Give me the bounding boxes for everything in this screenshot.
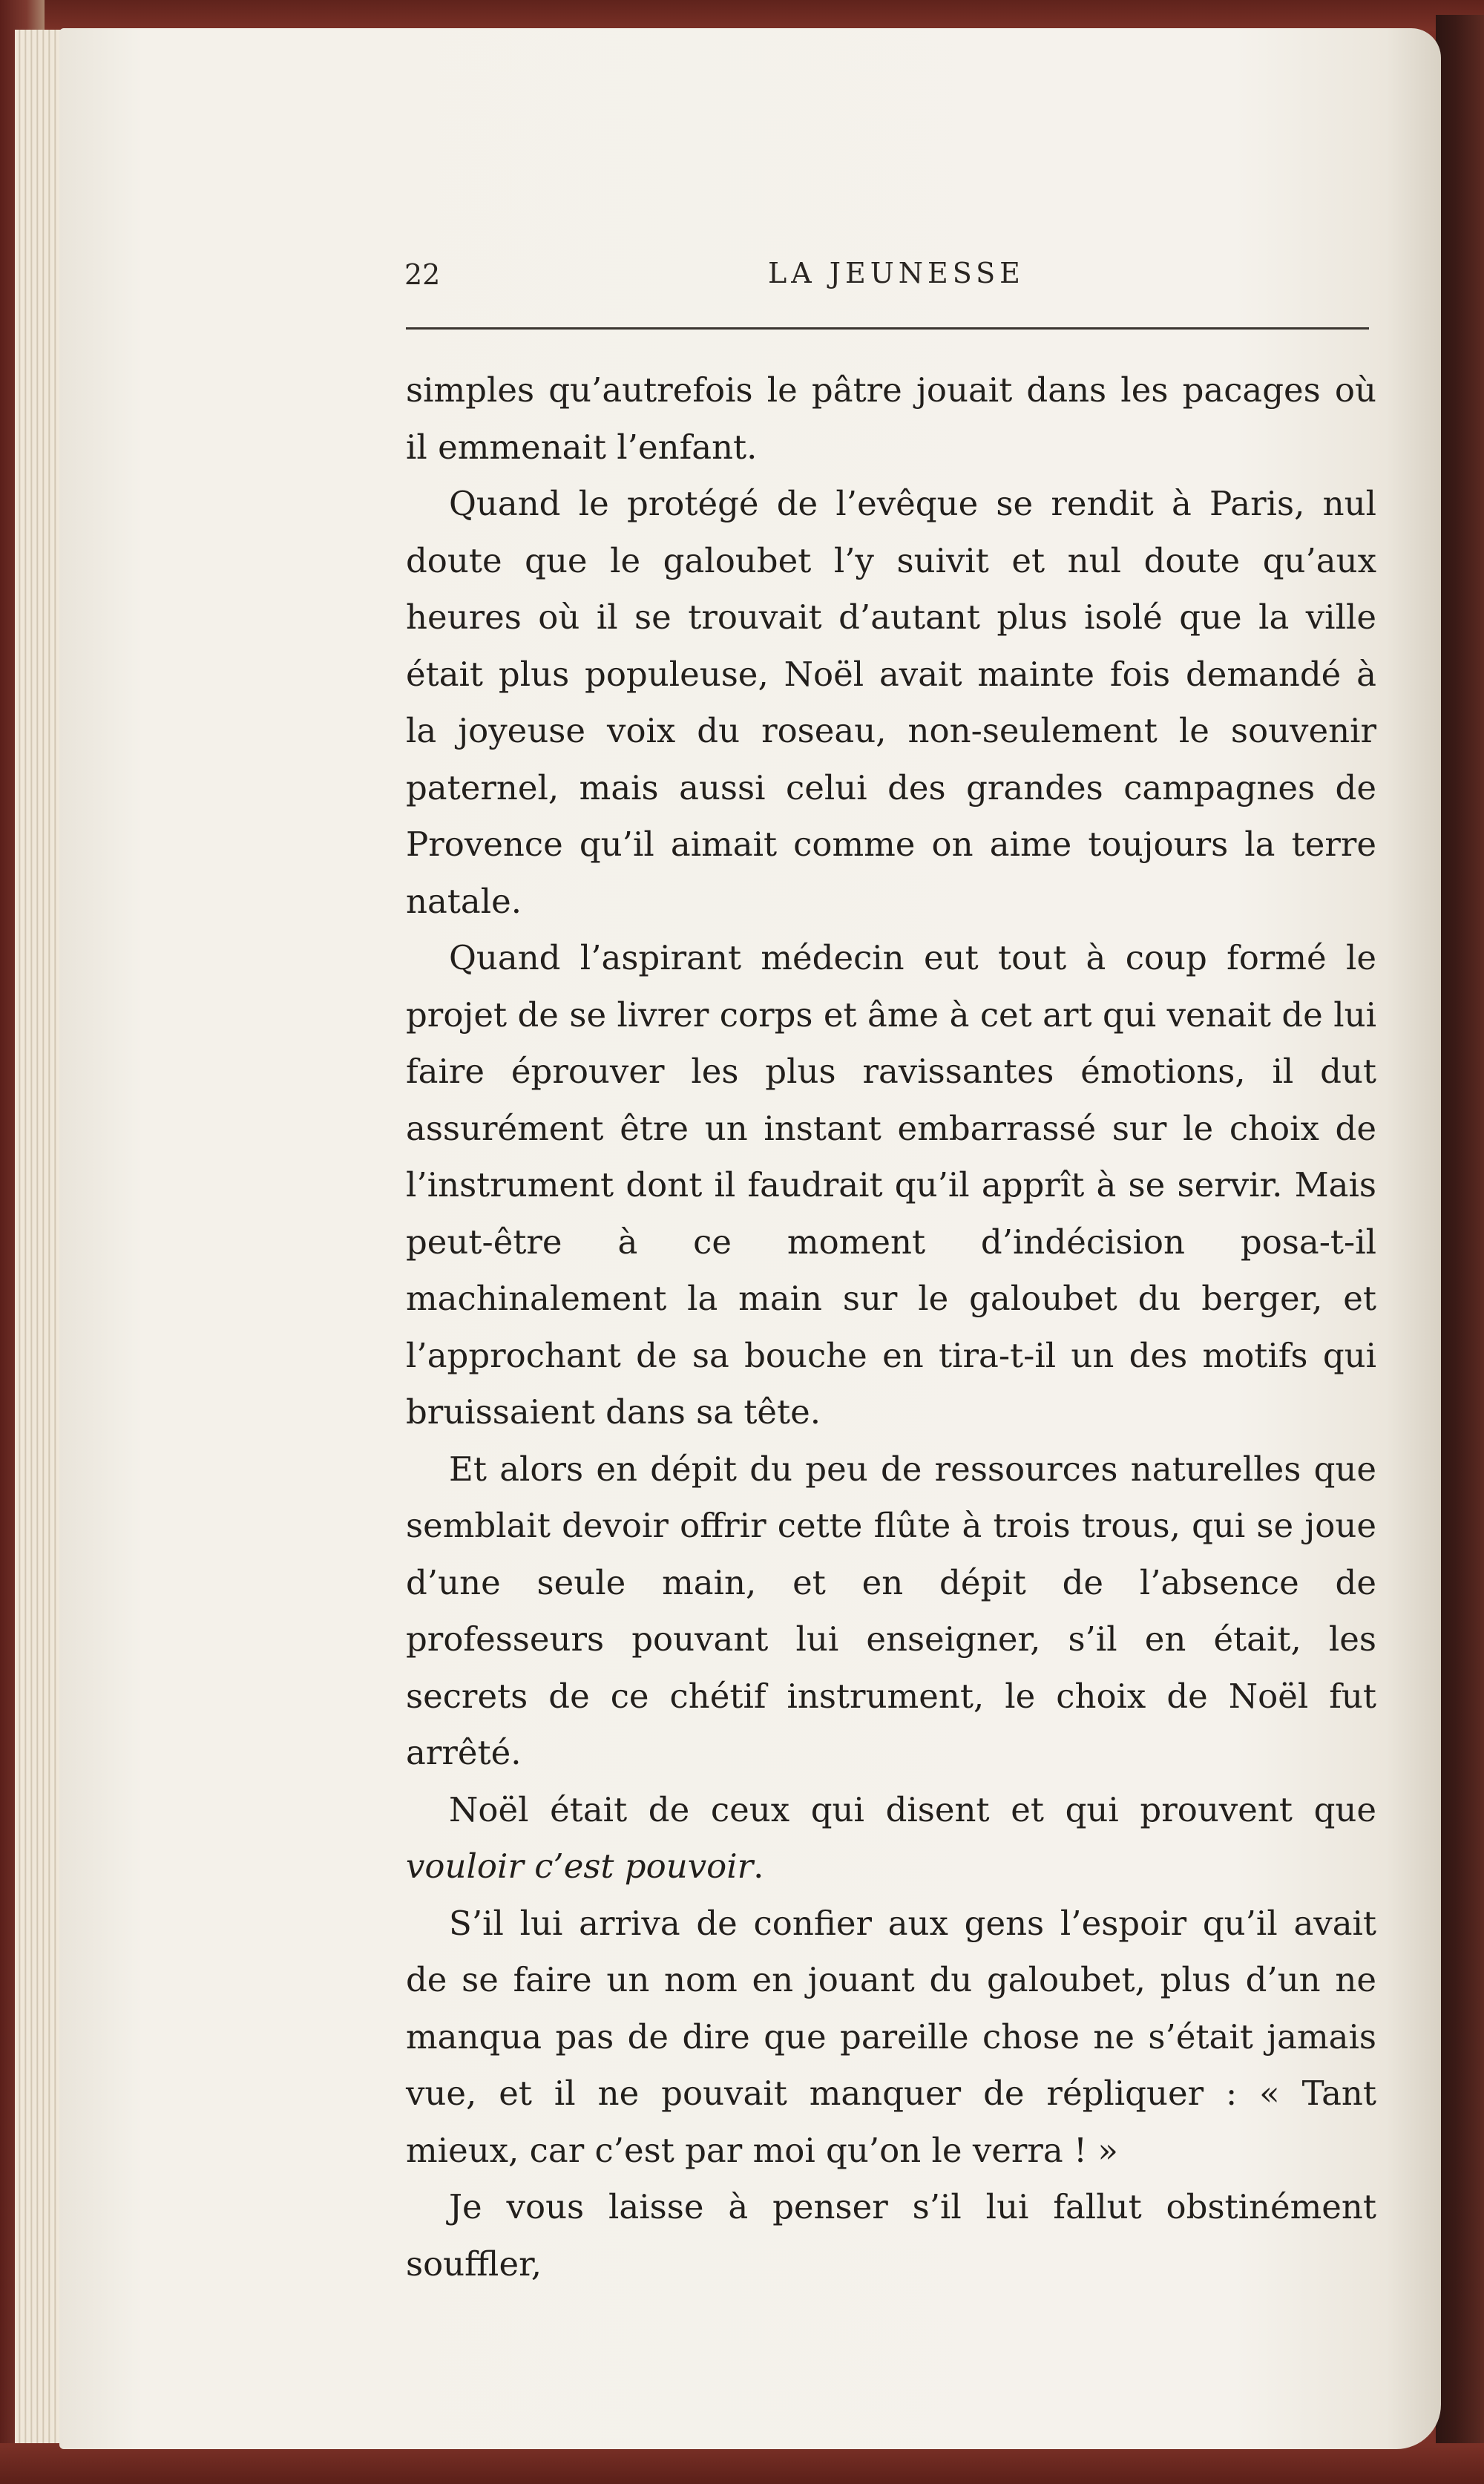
body-text — [406, 362, 1376, 2293]
running-head — [404, 251, 1369, 303]
page-number: 22 — [404, 258, 441, 291]
paragraph: Je vous laisse à penser s’il lui fallut obstinément souffler, — [406, 2187, 1376, 2284]
italic-phrase: vouloir c’est pouvoir — [406, 1846, 754, 1886]
header-rule — [406, 327, 1369, 330]
paragraph — [406, 1782, 1376, 1895]
running-title: LA JEUNESSE — [768, 257, 1025, 289]
paragraph-text-end: . — [753, 1846, 764, 1886]
paragraph: Quand le protégé de l’evêque se rendit à Paris, nul doute que le galoubet l’y suivit et nul doute qu’aux heures où il se trouvait d’autant plus isolé que la ville était plus populeuse, Noël avait mainte fois demandé à la joyeuse voix du roseau, non-seulement le souvenir paternel, mais aussi celui des grandes campagnes de Provence qu’il aimait comme on aime toujours la terre natale. — [406, 484, 1376, 921]
book-cover-bottom-edge — [0, 2443, 1484, 2484]
paragraph: simples qu’autrefois le pâtre jouait dans les pacages où il emmenait l’enfant. — [406, 370, 1376, 467]
book-gutter-shadow — [1436, 15, 1484, 2464]
book-cover-top-edge — [0, 0, 1484, 31]
paragraph: S’il lui arriva de confier aux gens l’espoir qu’il avait de se faire un nom en jouant du galoubet, plus d’un ne manqua pas de dire que pareille chose ne s’était jamais vue, et il ne pouvait manquer de répliquer : « Tant mieux, car c’est par moi qu’on le verra ! » — [406, 1903, 1376, 2170]
paragraph: Et alors en dépit du peu de ressources naturelles que semblait devoir offrir cette flûte à trois trous, qui se joue d’une seule main, et en dépit de l’absence de professeurs pouvant lui enseigner, s’il en était, les secrets de ce chétif instrument, le choix de Noël fut arrêté. — [406, 1449, 1376, 1772]
paragraph-text: Noël était de ceux qui disent et qui prouvent que — [449, 1789, 1376, 1829]
paragraph: Quand l’aspirant médecin eut tout à coup formé le projet de se livrer corps et âme à cet art qui venait de lui faire éprouver les plus ravissantes émotions, il dut assurément être un instant embarrassé sur le choix de l’instrument dont il faudrait qu’il apprît à se servir. Mais peut-être à ce moment d’indécision posa-t-il machinalement la main sur le galoubet du berger, et l’approchant de sa bouche en tira-t-il un des motifs qui bruissaient dans sa tête. — [406, 938, 1376, 1432]
